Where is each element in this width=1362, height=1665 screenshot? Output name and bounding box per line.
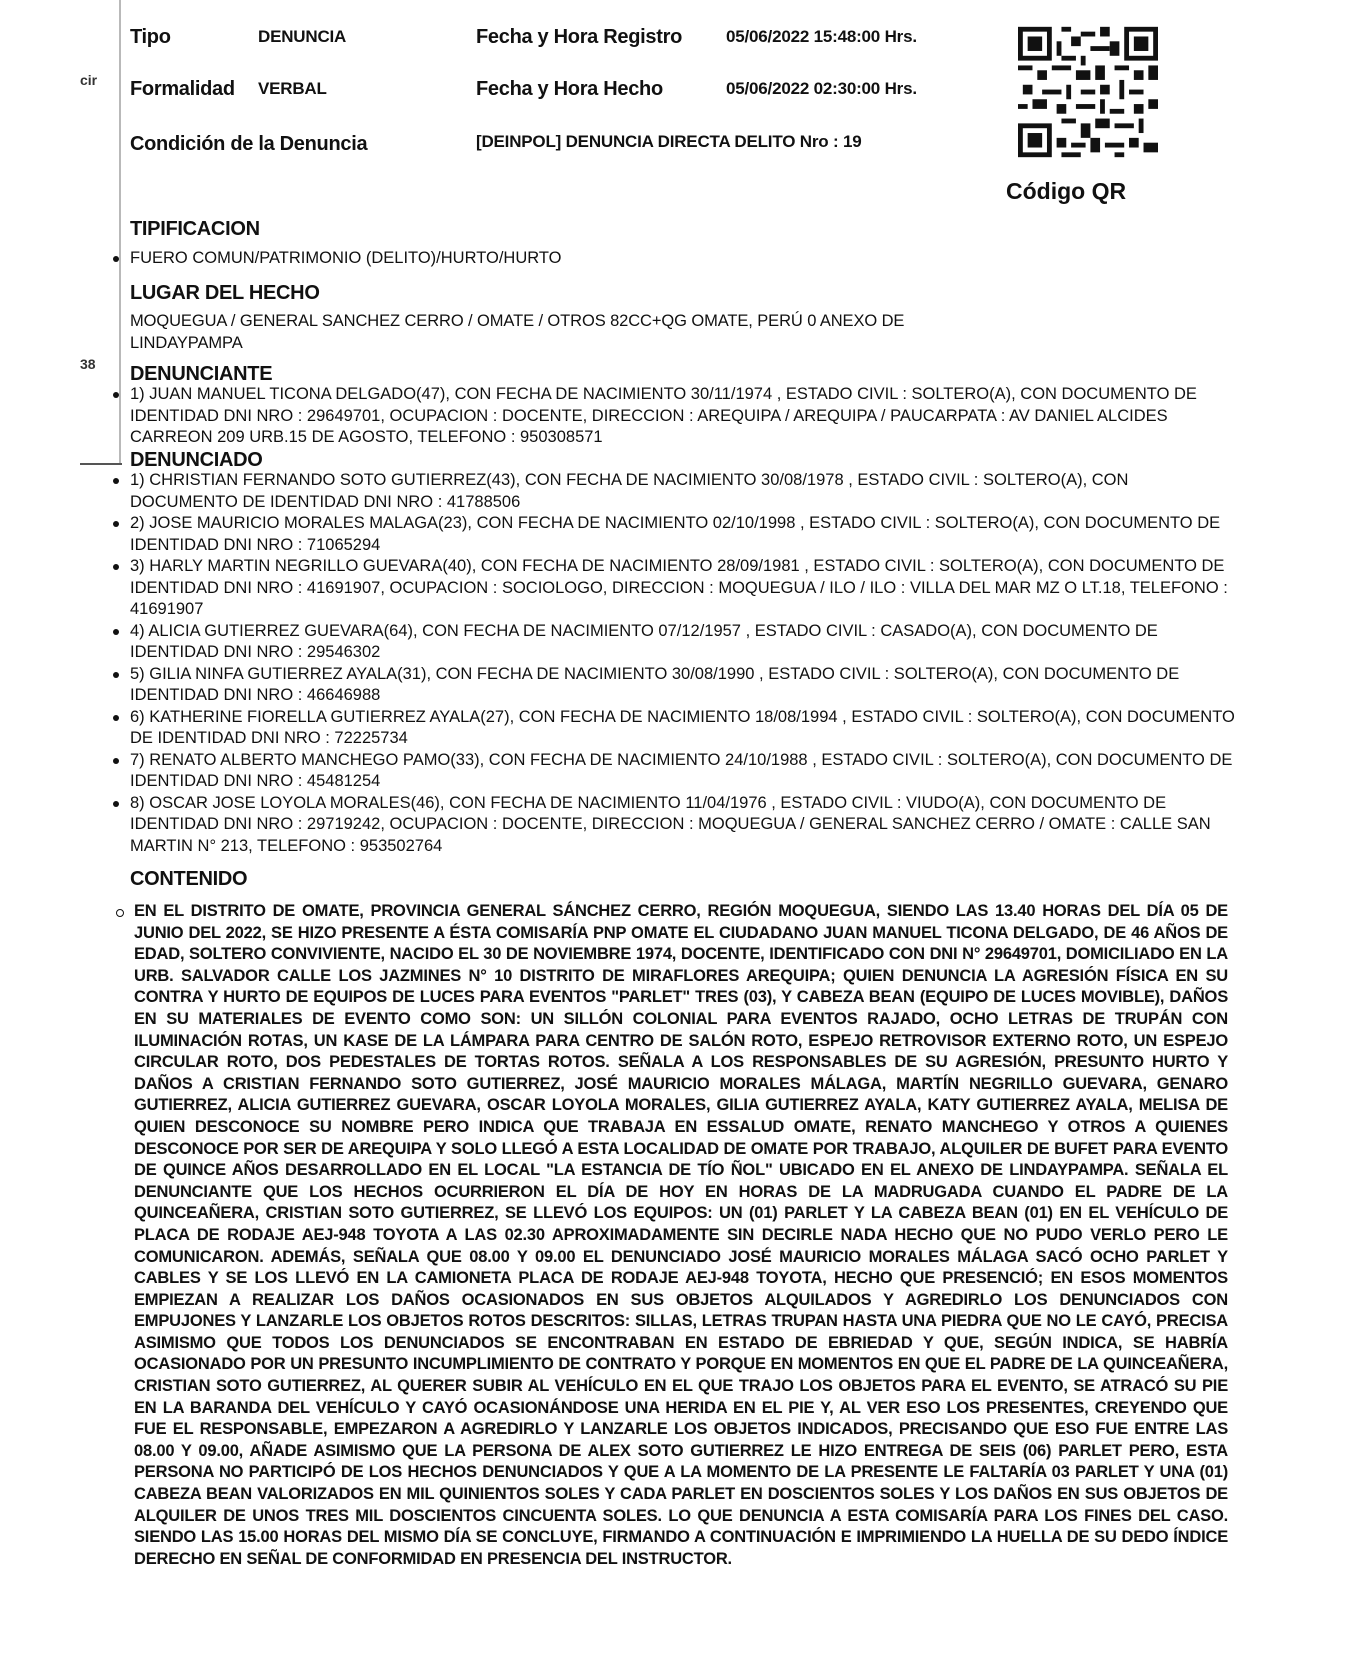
denunciado-item: 5) GILIA NINFA GUTIERREZ AYALA(31), CON FECHA DE NACIMIENTO 30/08/1990 , ESTADO CIVIL : SOLTERO(A), CON DOCUMENTO DE IDENTIDAD DNI NRO : 46646988 [130,664,1240,707]
tipificacion-item: FUERO COMUN/PATRIMONIO (DELITO)/HURTO/HURTO [130,248,1240,270]
qr-code-icon [1018,26,1158,158]
hecho-label: Fecha y Hora Hecho [476,78,663,100]
tipo-value: DENUNCIA [258,27,347,46]
contenido-heading: CONTENIDO [130,868,248,890]
denunciado-item: 3) HARLY MARTIN NEGRILLO GUEVARA(40), CON FECHA DE NACIMIENTO 28/09/1981 , ESTADO CIVIL : SOLTERO(A), CON DOCUMENTO DE IDENTIDAD DNI NRO : 41691907, OCUPACION : SOCIOLOGO, DIRECCION : MOQUEGUA / ILO / ILO : VILLA DEL MAR MZ O LT.18, TELEFONO : 41691907 [130,556,1240,621]
registro-label: Fecha y Hora Registro [476,26,682,48]
formalidad-label: Formalidad [130,78,235,100]
tipo-label: Tipo [130,26,171,48]
denunciado-item: 2) JOSE MAURICIO MORALES MALAGA(23), CON FECHA DE NACIMIENTO 02/10/1998 , ESTADO CIVIL : SOLTERO(A), CON DOCUMENTO DE IDENTIDAD DNI NRO : 71065294 [130,513,1240,556]
contenido-text: EN EL DISTRITO DE OMATE, PROVINCIA GENERAL SÁNCHEZ CERRO, REGIÓN MOQUEGUA, SIENDO LAS 13.40 HORAS DEL DÍA 05 DE JUNIO DEL 2022, SE HIZO PRESENTE A ÉSTA COMISARÍA PNP OMATE EL CIUDADANO JUAN MANUEL TICONA DELGADO, DE 46 AÑOS DE EDAD, SOLTERO CONVIVIENTE, NACIDO EL 30 DE NOVIEMBRE 1974, DOCENTE, IDENTIFICADO CON DNI N° 29649701, DOMICILIADO EN LA URB. SALVADOR CALLE LOS JAZMINES N° 10 DISTRITO DE MIRAFLORES AREQUIPA; QUIEN DENUNCIA LA AGRESIÓN FÍSICA EN SU CONTRA Y HURTO DE EQUIPOS DE LUCES PARA EVENTOS "PARLET" TRES (03), Y CABEZA BEAN (EQUIPO DE LUCES MOVIBLE), DAÑOS EN SU MATERIALES DE EVENTO COMO SON: UN SILLÓN COLONIAL PARA EVENTOS RAJADO, OCHO LETRAS DE TRUPÁN CON ILUMINACIÓN ROTAS, UN KASE DE LA LÁMPARA PARA CENTRO DE SALÓN ROTO, ESPEJO RETROVISOR EXTERNO ROTO, UN ESPEJO CIRCULAR ROTO, DOS PEDESTALES DE TORTAS ROTOS. SEÑALA A LOS RESPONSABLES DE SU AGRESIÓN, PRESUNTO HURTO Y DAÑOS A CRISTIAN FERNANDO SOTO GUTIERREZ, JOSÉ MAURICIO MORALES MÁLAGA, MARTÍN NEGRILLO GUEVARA, GENARO GUTIERREZ, ALICIA GUTIERREZ GUEVARA, OSCAR LOYOLA MORALES, GILIA GUTIERREZ AYALA, KATY GUTIERREZ AYALA, MELISA DE QUIEN DESCONOCE SU NOMBRE PERO INDICA QUE TRABAJA EN ESSALUD OMATE, RENATO MANCHEGO Y OTROS A QUIENES DESCONOCE POR SER DE AREQUIPA Y SOLO LLEGÓ A ESTA LOCALIDAD DE OMATE POR TRABAJO, ALQUILER DE BUFET PARA EVENTO DE QUINCE AÑOS DESARROLLADO EN EL LOCAL "LA ESTANCIA DE TÍO ÑOL" UBICADO EN EL ANEXO DE LINDAYPAMPA. SEÑALA EL DENUNCIANTE QUE LOS HECHOS OCURRIERON EL DÍA DE HOY EN HORAS DE LA MADRUGADA CUANDO EL PADRE DE LA QUINCEAÑERA, CRISTIAN SOTO GUTIERREZ, SE LLEVÓ LOS EQUIPOS: UN (01) PARLET Y LA CABEZA BEAN (01) EN EL VEHÍCULO DE PLACA DE RODAJE AEJ-948 TOYOTA A LAS 02.30 APROXIMADAMENTE SIN DECIRLE NADA HECHO QUE NO PUDO VERLO PERO LE COMUNICARON. ADEMÁS, SEÑALA QUE 08.00 Y 09.00 EL DENUNCIADO JOSÉ MAURICIO MORALES MÁLAGA SACÓ OCHO PARLET Y CABLES Y SE LOS LLEVÓ EN LA CAMIONETA PLACA DE RODAJE AEJ-948 TOYOTA, HECHO QUE PRESENCIÓ; EN ESOS MOMENTOS EMPIEZAN A REALIZAR LOS DAÑOS OCASIONADOS EN SUS OBJETOS ALQUILADOS Y AGREDIRLO LOS DENUNCIADOS CON EMPUJONES Y LANZARLE LOS OBJETOS ROTOS DESCRITOS: SILLAS, LETRAS TRUPAN HASTA UNA PIEDRA QUE NO LE CAYÓ, PRECISA ASIMISMO QUE TODOS LOS DENUNCIADOS SE ENCONTRABAN EN ESTADO DE EBRIEDAD Y QUE, SEGÚN INDICA, SE HABRÍA OCASIONADO POR UN PRESUNTO INCUMPLIMIENTO DE CONTRATO Y PORQUE EN MOMENTOS EN QUE EL PADRE DE LA QUINCEAÑERA, CRISTIAN SOTO GUTIERREZ, AL QUERER SUBIR AL VEHÍCULO EN EL QUE TRAJO LOS OBJETOS PARA EL EVENTO, SE ATRACÓ SU PIE EN LA BARANDA DEL VEHÍCULO Y CAYÓ OCASIONÁNDOSE UNA HERIDA EN EL PIE Y, AL VER ESO LOS PRESENTES, CREYENDO QUE FUE EL RESPONSABLE, EMPEZARON A AGREDIRLO Y LANZARLE LOS OBJETOS INDICADOS, PRECISANDO QUE ESO FUE ENTRE LAS 08.00 Y 09.00, AÑADE ASIMISMO QUE LA PERSONA DE ALEX SOTO GUTIERREZ LE HIZO ENTREGA DE SEIS (06) PARLET PERO, ESTA PERSONA NO PARTICIPÓ DE LOS HECHOS DENUNCIADOS Y QUE A LA MOMENTO DE LA PRESENTE LE FALTARÍA 03 PARLET Y UNA (01) CABEZA BEAN VALORIZADOS EN MIL QUINIENTOS SOLES Y CADA PARLET EN DOSCIENTOS SOLES Y LOS DAÑOS EN SUS OBJETOS DE ALQUILER DE UNOS TRES MIL DOSCIENTOS CINCUENTA SOLES. LO QUE DENUNCIA A ESTA COMISARÍA PARA LOS FINES DEL CASO. SIENDO LAS 15.00 HORAS DEL MISMO DÍA SE CONCLUYE, FIRMANDO A CONTINUACIÓN E IMPRIMIENDO LA HUELLA DE SU DEDO ÍNDICE DERECHO EN SEÑAL DE CONFORMIDAD EN PRESENCIA DEL INSTRUCTOR. [134,902,1228,1568]
formalidad-value: VERBAL [258,79,327,98]
margin-fragment-1: cir [80,72,98,88]
qr-caption: Código QR [1006,178,1127,204]
hecho-value: 05/06/2022 02:30:00 Hrs. [726,79,917,98]
denunciado-item: 4) ALICIA GUTIERREZ GUEVARA(64), CON FECHA DE NACIMIENTO 07/12/1957 , ESTADO CIVIL : CASADO(A), CON DOCUMENTO DE IDENTIDAD DNI NRO : 29546302 [130,621,1240,664]
condicion-value: [DEINPOL] DENUNCIA DIRECTA DELITO Nro : 19 [476,132,862,151]
margin-rule [119,0,121,465]
denunciante-item: 1) JUAN MANUEL TICONA DELGADO(47), CON FECHA DE NACIMIENTO 30/11/1974 , ESTADO CIVIL : SOLTERO(A), CON DOCUMENTO DE IDENTIDAD DNI NRO : 29649701, OCUPACION : DOCENTE, DIRECCION : AREQUIPA / AREQUIPA / PAUCARPATA : AV DANIEL ALCIDES CARREON 209 URB.15 DE AGOSTO, TELEFONO : 950308571 [130,384,1240,449]
lugar-text: MOQUEGUA / GENERAL SANCHEZ CERRO / OMATE / OTROS 82CC+QG OMATE, PERÚ 0 ANEXO DE LINDAYPAMPA [130,312,905,352]
condicion-label: Condición de la Denuncia [130,133,368,155]
tipificacion-heading: TIPIFICACION [130,218,260,240]
denunciado-item: 6) KATHERINE FIORELLA GUTIERREZ AYALA(27), CON FECHA DE NACIMIENTO 18/08/1994 , ESTADO CIVIL : SOLTERO(A), CON DOCUMENTO DE IDENTIDAD DNI NRO : 72225734 [130,707,1240,750]
denunciado-item: 8) OSCAR JOSE LOYOLA MORALES(46), CON FECHA DE NACIMIENTO 11/04/1976 , ESTADO CIVIL : VIUDO(A), CON DOCUMENTO DE IDENTIDAD DNI NRO : 29719242, OCUPACION : DOCENTE, DIRECCION : MOQUEGUA / GENERAL SANCHEZ CERRO / OMATE : CALLE SAN MARTIN N° 213, TELEFONO : 953502764 [130,793,1240,858]
denunciado-heading: DENUNCIADO [130,449,263,471]
tipificacion-list [130,248,1240,270]
margin-tick [80,463,122,465]
contenido-bullet [116,909,124,917]
denunciado-item: 7) RENATO ALBERTO MANCHEGO PAMO(33), CON FECHA DE NACIMIENTO 24/10/1988 , ESTADO CIVIL : SOLTERO(A), CON DOCUMENTO DE IDENTIDAD DNI NRO : 45481254 [130,750,1240,793]
denunciado-item: 1) CHRISTIAN FERNANDO SOTO GUTIERREZ(43), CON FECHA DE NACIMIENTO 30/08/1978 , ESTADO CIVIL : SOLTERO(A), CON DOCUMENTO DE IDENTIDAD DNI NRO : 41788506 [130,470,1240,513]
denunciante-heading: DENUNCIANTE [130,363,273,385]
denunciante-list [130,384,1240,449]
margin-fragment-2: 38 [80,356,96,372]
denunciado-list [130,470,1240,857]
registro-value: 05/06/2022 15:48:00 Hrs. [726,27,917,46]
lugar-heading: LUGAR DEL HECHO [130,282,320,304]
